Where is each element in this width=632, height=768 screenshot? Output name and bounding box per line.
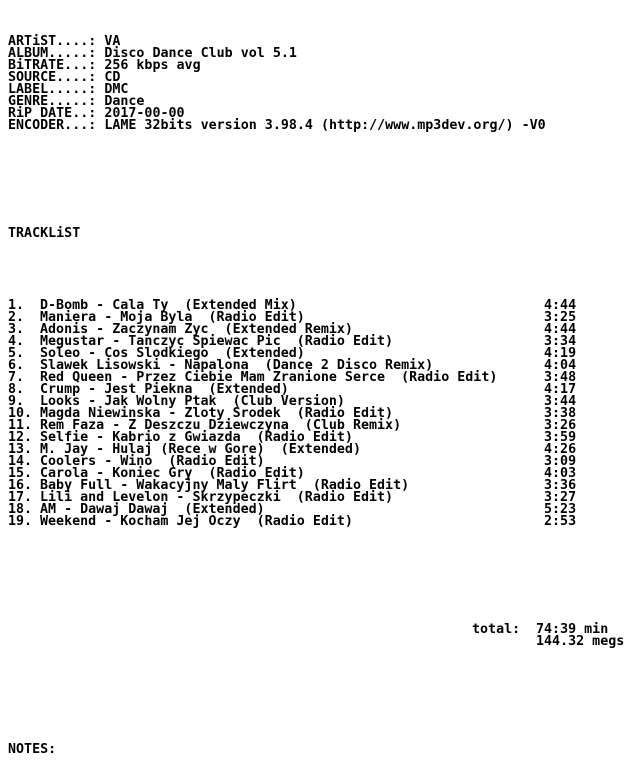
info-value: DMC (104, 82, 129, 97)
track-number: 16. (8, 478, 33, 493)
track-number: 17. (8, 490, 33, 505)
info-value: VA (104, 34, 121, 49)
track-time: 4:44 (544, 298, 577, 313)
info-key: ARTiST....: (8, 34, 97, 49)
track-time: 4:04 (544, 358, 577, 373)
track-time: 4:19 (544, 346, 577, 361)
track-title: Crump - Jest Piekna (Extended) (40, 382, 289, 397)
track-time: 3:09 (544, 454, 577, 469)
track-title: D-Bomb - Cala Ty (Extended Mix) (40, 298, 297, 313)
info-value: 256 kbps avg (104, 58, 201, 73)
nfo-document (8, 12, 628, 768)
totals (8, 624, 628, 648)
track-title: Carola - Koniec Gry (Radio Edit) (40, 466, 305, 481)
tracklist-heading: TRACKLiST (8, 226, 81, 241)
track-title: Slawek Lisowski - Napalona (Dance 2 Disco Remix) (40, 358, 434, 373)
track-number: 3. (8, 322, 25, 337)
track-time: 3:26 (544, 418, 577, 433)
info-key: BiTRATE...: (8, 58, 97, 73)
track-title: AM - Dawaj Dawaj (Extended) (40, 502, 265, 517)
track-number: 10. (8, 406, 33, 421)
info-key: SOURCE....: (8, 70, 97, 85)
release-info (8, 36, 628, 132)
track-time: 3:36 (544, 478, 577, 493)
track-number: 19. (8, 514, 33, 529)
info-key: GENRE.....: (8, 94, 97, 109)
track-number: 6. (8, 358, 25, 373)
info-row (8, 120, 628, 132)
info-value: 2017-00-00 (104, 106, 185, 121)
track-row (8, 516, 608, 528)
track-title: Baby Full - Wakacyjny Maly Flirt (Radio Edit) (40, 478, 410, 493)
info-key: ENCODER...: (8, 118, 97, 133)
track-number: 12. (8, 430, 33, 445)
track-time: 3:59 (544, 430, 577, 445)
track-time: 4:03 (544, 466, 577, 481)
info-value: Disco Dance Club vol 5.1 (104, 46, 297, 61)
track-number: 11. (8, 418, 33, 433)
track-title: Coolers - Wino (Radio Edit) (40, 454, 265, 469)
total-label: total: (472, 622, 521, 637)
track-title: Weekend - Kocham Jej Oczy (Radio Edit) (40, 514, 353, 529)
track-number: 4. (8, 334, 25, 349)
info-value: Dance (104, 94, 145, 109)
track-time: 3:44 (544, 394, 577, 409)
track-number: 13. (8, 442, 33, 457)
track-title: Lili and Levelon - Skrzypeczki (Radio Edit) (40, 490, 394, 505)
track-title: Selfie - Kabrio z Gwiazda (Radio Edit) (40, 430, 353, 445)
info-key: LABEL.....: (8, 82, 97, 97)
track-time: 4:26 (544, 442, 577, 457)
track-title: Adonis - Zaczynam Zyc (Extended Remix) (40, 322, 353, 337)
track-number: 9. (8, 394, 25, 409)
info-key: ALBUM.....: (8, 46, 97, 61)
track-number: 18. (8, 502, 33, 517)
total-size: 144.32 megs (536, 634, 625, 649)
track-title: Looks - Jak Wolny Ptak (Club Version) (40, 394, 345, 409)
track-time: 3:25 (544, 310, 577, 325)
track-number: 15. (8, 466, 33, 481)
track-number: 8. (8, 382, 25, 397)
track-time: 4:44 (544, 322, 577, 337)
track-time: 4:17 (544, 382, 577, 397)
track-number: 1. (8, 298, 25, 313)
track-number: 7. (8, 370, 25, 385)
track-time: 3:27 (544, 490, 577, 505)
track-title: Magda Niewinska - Zloty Srodek (Radio Edit) (40, 406, 394, 421)
track-title: Red Queen - Przez Ciebie Mam Zranione Serce (Radio Edit) (40, 370, 498, 385)
notes-heading: NOTES: (8, 742, 57, 757)
track-number: 5. (8, 346, 25, 361)
info-value: CD (104, 70, 121, 85)
track-title: M. Jay - Hulaj (Rece w Gore) (Extended) (40, 442, 361, 457)
track-number: 14. (8, 454, 33, 469)
track-time: 3:48 (544, 370, 577, 385)
track-time: 3:38 (544, 406, 577, 421)
track-title: Soleo - Cos Slodkiego (Extended) (40, 346, 305, 361)
track-title: Maniera - Moja Byla (Radio Edit) (40, 310, 305, 325)
track-time: 5:23 (544, 502, 577, 517)
tracklist (8, 300, 628, 528)
track-title: Megustar - Tanczyc Spiewac Pic (Radio Edit) (40, 334, 394, 349)
info-key: RiP DATE..: (8, 106, 97, 121)
info-value: LAME 32bits version 3.98.4 (http://www.mp3dev.org/) -V0 (104, 118, 546, 133)
total-duration: 74:39 min (536, 622, 609, 637)
track-number: 2. (8, 310, 25, 325)
track-time: 2:53 (544, 514, 577, 529)
track-time: 3:34 (544, 334, 577, 349)
track-title: Rem Faza - Z Deszczu Dziewczyna (Club Remix) (40, 418, 402, 433)
